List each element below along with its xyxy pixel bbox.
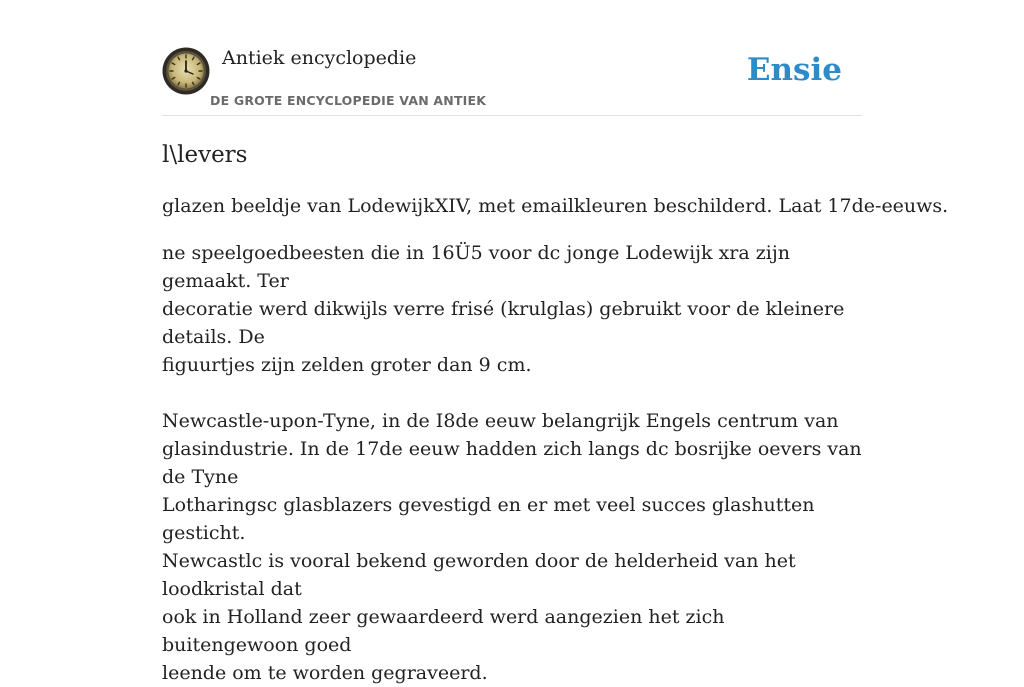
entry-title: l\levers: [162, 142, 248, 168]
body-line: Lotharingsc glasblazers gevestigd en er met veel succes glashutten gesticht.: [162, 494, 815, 544]
body-line: glasindustrie. In de 17de eeuw hadden zich langs dc bosrijke oevers van de Tyne: [162, 438, 862, 488]
brand-logo-link[interactable]: Ensie: [746, 52, 842, 88]
body-paragraph: [162, 239, 862, 379]
body-line: Newcastlc is vooral bekend geworden door de helderheid van het loodkristal dat: [162, 550, 796, 600]
body-line: Newcastle-upon-Tyne, in de I8de eeuw belangrijk Engels centrum van: [162, 410, 839, 432]
body-line: ook in Holland zeer gewaardeerd werd aangezien het zich buitengewoon goed: [162, 606, 725, 656]
site-title[interactable]: Antiek encyclopedie: [222, 47, 417, 69]
body-line: decoratie werd dikwijls verre frisé (krulglas) gebruikt voor de kleinere details. De: [162, 298, 845, 348]
entry-lead: glazen beeldje van LodewijkXIV, met emailkleuren beschilderd. Laat 17de-eeuws.: [162, 195, 949, 217]
body-line: ne speelgoedbeesten die in 16Ü5 voor dc jonge Lodewijk xra zijn gemaakt. Ter: [162, 242, 790, 292]
body-paragraph: [162, 407, 862, 687]
body-line: figuurtjes zijn zelden groter dan 9 cm.: [162, 354, 532, 376]
antique-clock-icon[interactable]: [162, 47, 210, 95]
entry-body: [162, 239, 862, 687]
body-line: leende om te worden gegraveerd.: [162, 662, 488, 684]
site-tagline: DE GROTE ENCYCLOPEDIE VAN ANTIEK: [210, 93, 487, 108]
page: [162, 0, 949, 684]
header-divider: [162, 115, 862, 116]
